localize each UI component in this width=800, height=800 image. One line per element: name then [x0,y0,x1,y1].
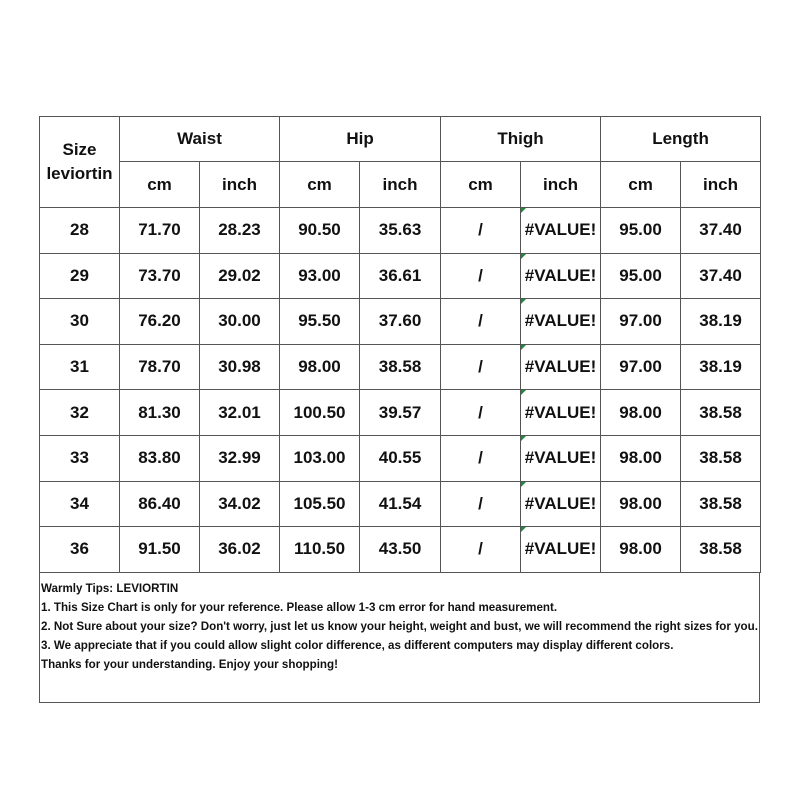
table-cell: 37.40 [681,253,761,299]
size-cell: 33 [40,435,120,481]
size-chart [39,116,760,703]
value-error-cell: #VALUE! [521,253,601,299]
table-cell: 81.30 [120,390,200,436]
table-cell: 93.00 [280,253,360,299]
size-cell: 32 [40,390,120,436]
table-cell: 97.00 [601,299,681,345]
tips-title: Warmly Tips: LEVIORTIN [41,581,179,595]
table-cell: 90.50 [280,208,360,254]
unit-header-cm: cm [441,162,521,208]
table-cell: 91.50 [120,527,200,573]
table-cell: 36.02 [200,527,280,573]
table-cell: 73.70 [120,253,200,299]
table-cell: 40.55 [360,435,441,481]
unit-header-inch: inch [681,162,761,208]
table-cell: 38.58 [681,481,761,527]
table-cell: 38.58 [681,435,761,481]
thigh-header: Thigh [441,117,601,162]
table-cell: 83.80 [120,435,200,481]
value-error-cell: #VALUE! [521,527,601,573]
value-error-cell: #VALUE! [521,435,601,481]
table-row [40,390,761,436]
table-cell: 95.00 [601,208,681,254]
table-cell: 97.00 [601,344,681,390]
table-cell: 98.00 [601,481,681,527]
tips-line-3: 3. We appreciate that if you could allow slight color difference, as different computers may display different colors. [41,638,674,652]
table-cell: / [441,435,521,481]
table-cell: / [441,390,521,436]
table-cell: 98.00 [601,390,681,436]
unit-header-cm: cm [120,162,200,208]
table-row [40,481,761,527]
table-row [40,344,761,390]
header-row-groups [40,117,761,162]
table-cell: 30.00 [200,299,280,345]
table-row [40,527,761,573]
table-cell: 29.02 [200,253,280,299]
table-cell: 38.58 [360,344,441,390]
tips-box [39,573,760,703]
table-cell: 32.01 [200,390,280,436]
size-header-label: Size [62,140,97,159]
table-cell: 98.00 [280,344,360,390]
table-cell: 98.00 [601,527,681,573]
tips-line-2: 2. Not Sure about your size? Don't worry, just let us know your height, weight and bust, we will recommend the right sizes for you. [41,619,758,633]
table-cell: 95.50 [280,299,360,345]
table-cell: 43.50 [360,527,441,573]
size-table [39,116,761,573]
table-cell: / [441,253,521,299]
table-cell: 38.19 [681,344,761,390]
table-cell: 30.98 [200,344,280,390]
table-cell: / [441,299,521,345]
table-row [40,208,761,254]
waist-header: Waist [120,117,280,162]
value-error-cell: #VALUE! [521,390,601,436]
table-body [40,208,761,573]
table-cell: 32.99 [200,435,280,481]
table-cell: 38.58 [681,527,761,573]
size-cell: 29 [40,253,120,299]
table-cell: / [441,344,521,390]
table-cell: 39.57 [360,390,441,436]
table-row [40,299,761,345]
table-cell: 78.70 [120,344,200,390]
value-error-cell: #VALUE! [521,208,601,254]
table-cell: 36.61 [360,253,441,299]
tips-line-1: 1. This Size Chart is only for your reference. Please allow 1-3 cm error for hand measurement. [41,600,558,614]
table-cell: 76.20 [120,299,200,345]
table-cell: 105.50 [280,481,360,527]
table-cell: 28.23 [200,208,280,254]
table-cell: 103.00 [280,435,360,481]
table-cell: 38.58 [681,390,761,436]
unit-header-inch: inch [200,162,280,208]
table-row [40,253,761,299]
hip-header: Hip [280,117,441,162]
unit-header-inch: inch [360,162,441,208]
unit-header-inch: inch [521,162,601,208]
table-cell: / [441,527,521,573]
table-cell: / [441,208,521,254]
value-error-cell: #VALUE! [521,344,601,390]
value-error-cell: #VALUE! [521,299,601,345]
header-row-units [40,162,761,208]
value-error-cell: #VALUE! [521,481,601,527]
tips-line-4: Thanks for your understanding. Enjoy your shopping! [41,657,338,671]
size-cell: 30 [40,299,120,345]
unit-header-cm: cm [601,162,681,208]
size-cell: 28 [40,208,120,254]
size-header [40,117,120,208]
table-cell: 100.50 [280,390,360,436]
table-cell: 110.50 [280,527,360,573]
size-cell: 34 [40,481,120,527]
table-cell: 34.02 [200,481,280,527]
table-cell: 37.40 [681,208,761,254]
table-row [40,435,761,481]
unit-header-cm: cm [280,162,360,208]
table-cell: 98.00 [601,435,681,481]
table-cell: / [441,481,521,527]
length-header: Length [601,117,761,162]
table-cell: 35.63 [360,208,441,254]
table-cell: 37.60 [360,299,441,345]
size-cell: 31 [40,344,120,390]
table-cell: 95.00 [601,253,681,299]
table-cell: 86.40 [120,481,200,527]
size-cell: 36 [40,527,120,573]
size-header-sublabel: leviortin [46,164,113,183]
table-cell: 38.19 [681,299,761,345]
table-cell: 71.70 [120,208,200,254]
table-cell: 41.54 [360,481,441,527]
